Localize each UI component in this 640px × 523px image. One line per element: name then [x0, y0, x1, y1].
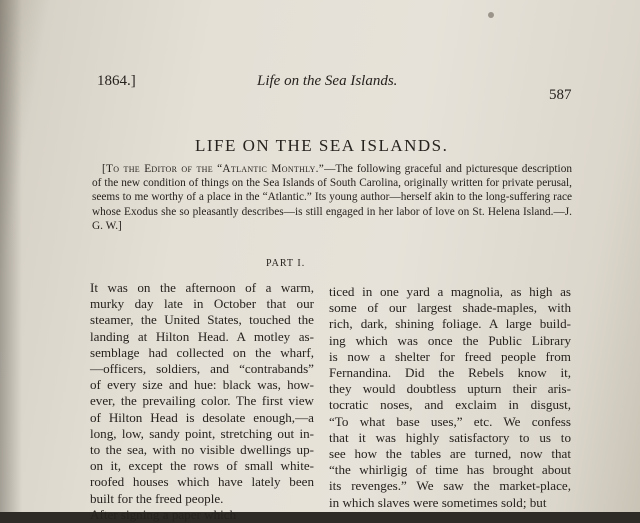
text-line: Fernandina. Did the Rebels know it,: [329, 365, 571, 381]
text-line: its revenges.” We saw the market-place,: [329, 478, 571, 494]
text-line: rich, dark, shining foliage. A large build-: [329, 316, 571, 332]
text-line: on it, except the rows of small white-: [90, 458, 314, 474]
text-line: they would doubtless upturn their aris-: [329, 381, 571, 397]
intro-body: —The following graceful and picturesque description of the new condition of things on the Sea Islands of South Carolina, originally written for private perusal, seems to me worthy of a place in the “Atlantic.” Its young author—herself akin to the long-suffering race whose Exodus she so pleasantly describes—is still engaged in her labor of love on St. Helena Island.—J. G. W.]: [92, 163, 572, 232]
text-line: tocratic noses, and exclaim in disgust,: [329, 397, 571, 413]
text-line: steamer, the United States, touched the: [90, 312, 314, 328]
text-line: see how the tables are turned, now that: [329, 446, 571, 462]
text-line: ticed in one yard a magnolia, as high as: [329, 284, 571, 299]
text-line: murky day late in October that our: [90, 296, 314, 312]
text-line: It was on the afternoon of a warm,: [90, 280, 314, 295]
left-column: [90, 280, 314, 522]
editor-introduction: [92, 162, 572, 233]
text-line: that it was highly satisfactory to us to: [329, 429, 571, 445]
running-head-title: Life on the Sea Islands.: [257, 73, 398, 89]
text-line: long, low, sandy point, stretching out in-: [90, 425, 314, 441]
text-line: of Hilton Head is desolate enough,—a: [90, 409, 314, 425]
text-line: of every size and hue: black was, how-: [90, 377, 314, 393]
text-line: in which slaves were sometimes sold; but: [329, 494, 547, 510]
text-line: is now a shelter for freed people from: [329, 348, 571, 364]
text-line: semblage had collected on the wharf,: [90, 344, 314, 360]
running-head: [97, 73, 577, 103]
text-line: “the whirligig of time has brought about: [329, 462, 571, 478]
page-blemish: [488, 12, 494, 18]
part-label: PART I.: [266, 258, 306, 269]
intro-addressee: [To the Editor of the “Atlantic Monthly.”: [102, 163, 325, 175]
article-title: LIFE ON THE SEA ISLANDS.: [195, 136, 449, 155]
text-line: built for the freed people.: [90, 490, 224, 506]
text-line: some of our largest shade-maples, with: [329, 300, 571, 316]
text-line: to the sea, with no visible dwellings up-: [90, 442, 314, 458]
text-line: —officers, soldiers, and “contrabands”: [90, 361, 314, 377]
text-line: roofed houses which have lately been: [90, 474, 314, 490]
text-line: landing at Hilton Head. A motley as-: [90, 328, 314, 344]
running-head-year: 1864.]: [97, 73, 136, 89]
text-line: ever, the prevailing color. The first view: [90, 393, 314, 409]
text-line: After signing a paper which: [90, 506, 237, 522]
text-line: ing which was once the Public Library: [329, 332, 571, 348]
text-line: “To what base uses,” etc. We confess: [329, 413, 571, 429]
right-column: [329, 284, 571, 511]
page-number: 587: [549, 87, 572, 103]
